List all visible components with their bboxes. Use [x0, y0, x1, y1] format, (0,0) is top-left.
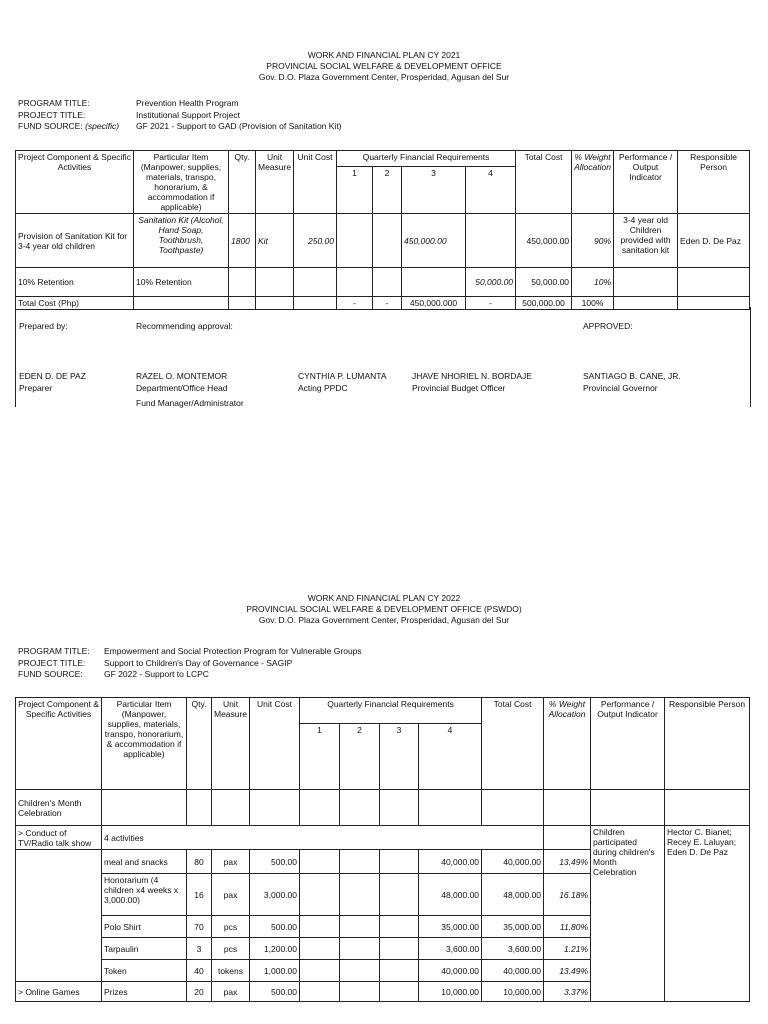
cell-q4: 48,000.00 — [419, 874, 482, 916]
signatory-role: Acting PPDC — [298, 383, 348, 393]
cell-q3: 450,000.00 — [402, 214, 466, 268]
col-unit: Unit Measure — [256, 151, 294, 214]
col-quarterly: Quarterly Financial Requirements — [337, 151, 516, 167]
activity-title: > Conduct of TV/Radio talk show — [16, 826, 102, 850]
plan-2022-header — [0, 593, 768, 626]
cell-q4: 10,000.00 — [419, 982, 482, 1002]
office-name: PROVINCIAL SOCIAL WELFARE & DEVELOPMENT OFFICE — [266, 61, 502, 71]
total-total: 500,000.00 — [516, 297, 572, 310]
cell-component: 10% Retention — [16, 268, 134, 297]
col-unit: Unit Measure — [212, 698, 250, 790]
cell-q4: 40,000.00 — [419, 850, 482, 874]
col-qty: Qty. — [229, 151, 256, 214]
cell-unit: pax — [212, 982, 250, 1002]
cell-weight: 90% — [572, 214, 614, 268]
program-label: PROGRAM TITLE: — [18, 646, 90, 656]
activity-item: 4 activities — [102, 826, 544, 850]
section-title: Children's Month Celebration — [16, 790, 102, 826]
activity-title: > Online Games — [16, 982, 102, 1002]
fund-source: GF 2022 - Support to LCPC — [104, 669, 209, 679]
cell-unit: pax — [212, 874, 250, 916]
signatory-name: RAZEL O. MONTEMOR — [136, 371, 228, 381]
cell-total: 48,000.00 — [482, 874, 544, 916]
fund-label: FUND SOURCE: — [18, 669, 83, 679]
cell-weight: 10% — [572, 268, 614, 297]
col-q4: 4 — [466, 167, 516, 214]
cell-weight: 1.21% — [544, 938, 591, 960]
approved-label: APPROVED: — [583, 321, 633, 331]
project-label: PROJECT TITLE: — [18, 657, 86, 668]
project-title: Support to Children's Day of Governance - SAGIP — [104, 657, 293, 668]
cell-unit-cost: 500.00 — [250, 850, 300, 874]
cell-item: 10% Retention — [134, 268, 229, 297]
cell-total: 35,000.00 — [482, 916, 544, 938]
plan-title: WORK AND FINANCIAL PLAN CY 2021 — [307, 50, 461, 60]
col-unit-cost: Unit Cost — [250, 698, 300, 790]
cell-item: meal and snacks — [102, 850, 187, 874]
cell-weight: 13.49% — [544, 960, 591, 982]
office-address: Gov. D.O. Plaza Government Center, Prosperidad, Agusan del Sur — [258, 72, 510, 82]
total-weight: 100% — [572, 297, 614, 310]
office-address: Gov. D.O. Plaza Government Center, Prosperidad, Agusan del Sur — [258, 615, 510, 625]
signatory — [583, 370, 681, 394]
signatory — [298, 370, 386, 394]
total-q2: - — [373, 297, 402, 310]
cell-qty: 40 — [187, 960, 212, 982]
table-row — [16, 826, 750, 850]
section-row — [16, 790, 750, 826]
col-indicator: Performance / Output Indicator — [614, 151, 678, 214]
cell-q4: 40,000.00 — [419, 960, 482, 982]
col-person: Responsible Person — [678, 151, 750, 214]
total-label: Total Cost (Php) — [16, 297, 134, 310]
plan-2021-table — [15, 150, 750, 310]
project-label: PROJECT TITLE: — [18, 109, 86, 120]
signatory-name: JHAVE NHORIEL N. BORDAJE — [412, 371, 532, 381]
cell-weight: 16.18% — [544, 874, 591, 916]
col-weight: % Weight Allocation — [572, 151, 614, 214]
cell-indicator: 3-4 year old Children provided with sanitation kit — [614, 214, 678, 268]
cell-unit: pcs — [212, 916, 250, 938]
cell-item: Sanitation Kit (Alcohol, Hand Soap, Toothbrush, Toothpaste) — [134, 214, 229, 268]
signatory — [136, 370, 244, 409]
plan-2021-meta — [18, 98, 342, 133]
program-title: Prevention Health Program — [136, 98, 239, 108]
cell-q4 — [466, 214, 516, 268]
project-title: Institutional Support Project — [136, 109, 240, 120]
cell-total: 40,000.00 — [482, 960, 544, 982]
col-quarterly: Quarterly Financial Requirements — [300, 698, 482, 724]
cell-unit-cost: 1,200.00 — [250, 938, 300, 960]
cell-total: 3,600.00 — [482, 938, 544, 960]
cell-qty: 1800 — [229, 214, 256, 268]
cell-q4: 35,000.00 — [419, 916, 482, 938]
signatory-name: SANTIAGO B. CANE, JR. — [583, 371, 681, 381]
total-q3: 450,000.000 — [402, 297, 466, 310]
cell-q2 — [373, 214, 402, 268]
prepared-label: Prepared by: — [19, 321, 68, 331]
cell-unit-cost: 3,000.00 — [250, 874, 300, 916]
col-component: Project Component & Specific Activities — [16, 151, 134, 214]
col-q2: 2 — [340, 724, 380, 790]
col-total: Total Cost — [482, 698, 544, 790]
col-indicator: Performance / Output Indicator — [591, 698, 665, 790]
col-q3: 3 — [380, 724, 419, 790]
col-total: Total Cost — [516, 151, 572, 214]
cell-item: Honorarium (4 children x4 weeks x 3,000.00) — [102, 874, 187, 916]
office-name: PROVINCIAL SOCIAL WELFARE & DEVELOPMENT OFFICE (PSWDO) — [246, 604, 522, 614]
cell-unit: tokens — [212, 960, 250, 982]
program-label: PROGRAM TITLE: — [18, 98, 90, 108]
cell-unit-cost: 1,000.00 — [250, 960, 300, 982]
cell-person: Eden D. De Paz — [678, 214, 750, 268]
col-item: Particular Item (Manpower, supplies, materials, transpo, honorarium, & accommodation if applicable) — [134, 151, 229, 214]
plan-2022-meta — [18, 646, 362, 681]
col-component: Project Component & Specific Activities — [16, 698, 102, 790]
col-unit-cost: Unit Cost — [294, 151, 337, 214]
fund-label-note: (specific) — [85, 121, 120, 131]
total-q1: - — [337, 297, 373, 310]
col-item: Particular Item (Manpower, supplies, materials, transpo, honorarium, & accommodation if applicable) — [102, 698, 187, 790]
signatory-role: Preparer — [19, 383, 53, 393]
plan-2021-header — [0, 50, 768, 83]
col-weight: % Weight Allocation — [544, 698, 591, 790]
signatory — [19, 370, 86, 394]
cell-indicator: Children participated during children's Month Celebration — [591, 826, 665, 1002]
cell-unit: pcs — [212, 938, 250, 960]
cell-q4: 50,000.00 — [466, 268, 516, 297]
cell-qty: 16 — [187, 874, 212, 916]
cell-weight: 3.37% — [544, 982, 591, 1002]
recommending-label: Recommending approval: — [136, 321, 233, 331]
cell-qty: 80 — [187, 850, 212, 874]
cell-weight: 13.49% — [544, 850, 591, 874]
col-q4: 4 — [419, 724, 482, 790]
cell-total: 50,000.00 — [516, 268, 572, 297]
cell-q4: 3,600.00 — [419, 938, 482, 960]
cell-q1 — [337, 214, 373, 268]
col-q1: 1 — [337, 167, 373, 214]
col-person: Responsible Person — [665, 698, 750, 790]
signatory — [412, 370, 532, 394]
signatory-name: CYNTHIA P. LUMANTA — [298, 371, 387, 381]
cell-component: Provision of Sanitation Kit for 3-4 year old children — [16, 214, 134, 268]
signatory-name: EDEN D. DE PAZ — [19, 371, 86, 381]
table-row — [16, 214, 750, 268]
cell-person: Hector C. Bianet; Recey E. Laluyan; Eden D. De Paz — [665, 826, 750, 1002]
col-q1: 1 — [300, 724, 340, 790]
signatory-role: Provincial Governor — [583, 383, 658, 393]
fund-label: FUND SOURCE: (specific) — [18, 121, 120, 131]
col-qty: Qty. — [187, 698, 212, 790]
cell-weight: 11.80% — [544, 916, 591, 938]
cell-qty: 70 — [187, 916, 212, 938]
cell-unit: Kit — [256, 214, 294, 268]
cell-item: Token — [102, 960, 187, 982]
signatory-role: Department/Office Head — [136, 383, 228, 393]
fund-source: GF 2021 - Support to GAD (Provision of Sanitation Kit) — [136, 121, 342, 131]
total-q4: - — [466, 297, 516, 310]
col-q2: 2 — [373, 167, 402, 214]
cell-total: 40,000.00 — [482, 850, 544, 874]
cell-unit: pax — [212, 850, 250, 874]
cell-total: 450,000.00 — [516, 214, 572, 268]
signatory-role-2: Fund Manager/Administrator — [136, 398, 244, 408]
cell-unit-cost: 500.00 — [250, 916, 300, 938]
signatory-role: Provincial Budget Officer — [412, 383, 506, 393]
plan-2022-table — [15, 697, 750, 1002]
table-row — [16, 268, 750, 297]
cell-unit-cost: 500.00 — [250, 982, 300, 1002]
cell-qty: 20 — [187, 982, 212, 1002]
plan-title: WORK AND FINANCIAL PLAN CY 2022 — [307, 593, 461, 603]
cell-item: Tarpaulin — [102, 938, 187, 960]
col-q3: 3 — [402, 167, 466, 214]
cell-total: 10,000.00 — [482, 982, 544, 1002]
program-title: Empowerment and Social Protection Program for Vulnerable Groups — [104, 646, 362, 656]
cell-item: Prizes — [102, 982, 187, 1002]
cell-qty: 3 — [187, 938, 212, 960]
cell-item: Polo Shirt — [102, 916, 187, 938]
cell-unit-cost: 250.00 — [294, 214, 337, 268]
